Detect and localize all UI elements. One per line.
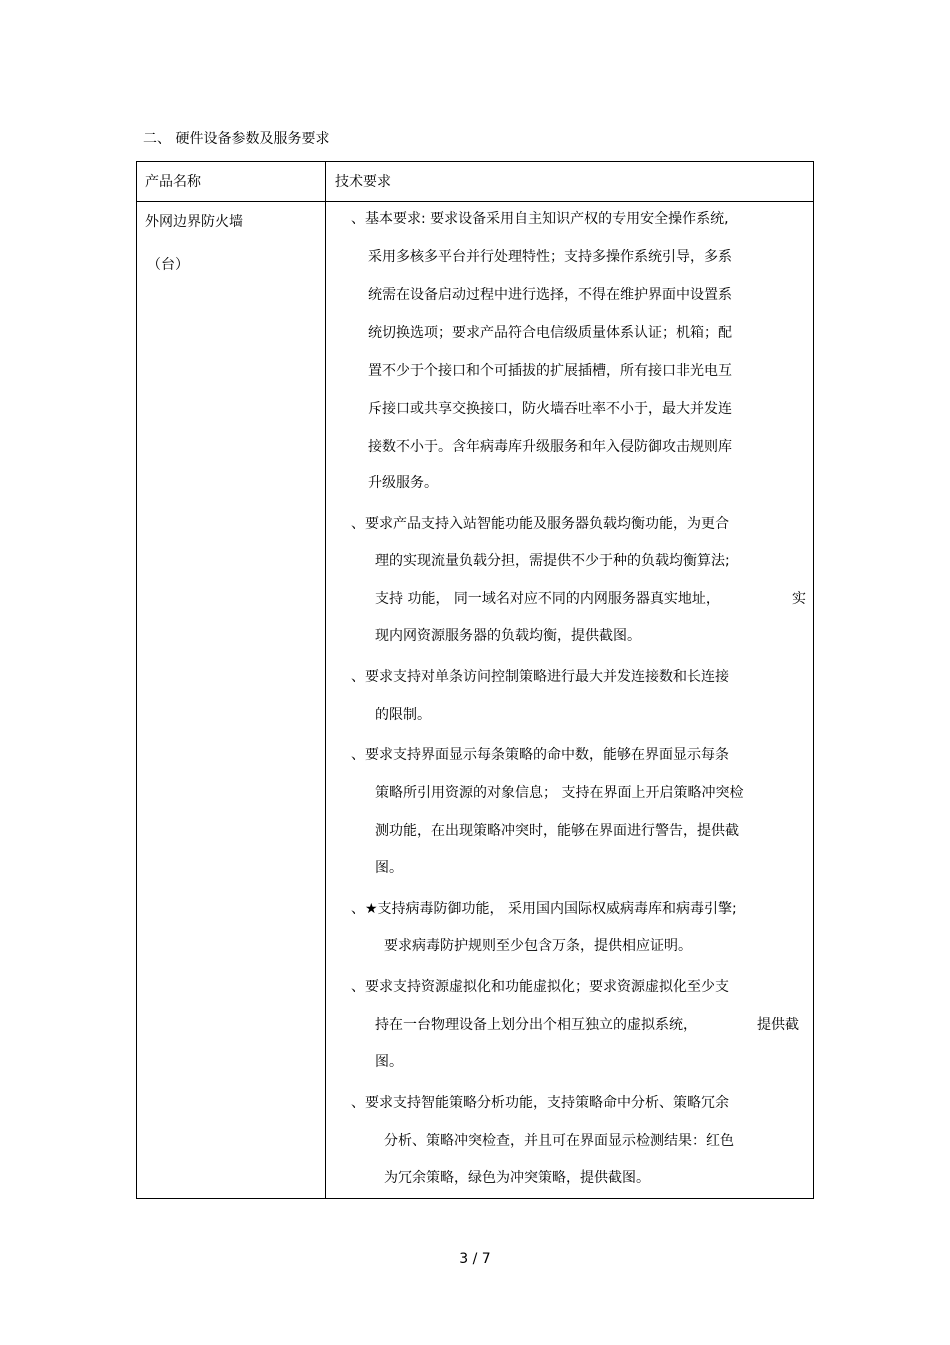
- requirement-line: 统切换选项；要求产品符合电信级质量体系认证；机箱；配: [368, 325, 732, 341]
- requirement-line: 理的实现流量负载分担，需提供不少于种的负载均衡算法;: [375, 553, 730, 569]
- requirement-line: 分析、策略冲突检查，并且可在界面显示检测结果：红色: [384, 1133, 734, 1149]
- requirement-line: 、★支持病毒防御功能， 采用国内国际权威病毒库和病毒引擎;: [351, 901, 737, 917]
- requirement-line: 测功能，在出现策略冲突时，能够在界面进行警告，提供截: [375, 823, 739, 839]
- requirement-line: 接数不小于。含年病毒库升级服务和年入侵防御攻击规则库: [368, 439, 732, 455]
- section-heading: 二、 硬件设备参数及服务要求: [143, 131, 330, 147]
- requirement-line: 升级服务。: [368, 475, 438, 491]
- product-name: 外网边界防火墙: [145, 214, 243, 230]
- header-product-name: 产品名称: [145, 174, 201, 190]
- requirement-line: 斥接口或共享交换接口，防火墙吞吐率不小于，最大并发连: [368, 401, 732, 417]
- column-divider: [325, 162, 326, 1198]
- requirement-line: 要求病毒防护规则至少包含万条，提供相应证明。: [384, 938, 692, 954]
- requirement-line: 的限制。: [375, 707, 431, 723]
- requirement-line-tail: 实: [792, 591, 806, 607]
- requirement-line: 支持 功能， 同一域名对应不同的内网服务器真实地址，: [375, 591, 720, 607]
- requirement-line: 策略所引用资源的对象信息； 支持在界面上开启策略冲突检: [375, 785, 744, 801]
- requirement-line: 统需在设备启动过程中进行选择，不得在维护界面中设置系: [368, 287, 732, 303]
- requirement-line: 置不少于个接口和个可插拔的扩展插槽，所有接口非光电互: [368, 363, 732, 379]
- header-tech-requirements: 技术要求: [335, 174, 391, 190]
- requirement-line: 图。: [375, 860, 403, 876]
- requirement-line: 采用多核多平台并行处理特性；支持多操作系统引导，多系: [368, 249, 732, 265]
- requirement-line: 、要求支持对单条访问控制策略进行最大并发连接数和长连接: [351, 669, 729, 685]
- requirements-table: [136, 161, 814, 1199]
- requirement-line-tail: 提供截: [757, 1017, 799, 1033]
- requirement-line: 、要求支持智能策略分析功能，支持策略命中分析、策略冗余: [351, 1095, 729, 1111]
- page-number: 3 / 7: [459, 1251, 491, 1267]
- requirement-line: 为冗余策略，绿色为冲突策略，提供截图。: [384, 1170, 650, 1186]
- requirement-line: 、基本要求: 要求设备采用自主知识产权的专用安全操作系统,: [351, 211, 729, 227]
- requirement-line: 、要求支持资源虚拟化和功能虚拟化；要求资源虚拟化至少支: [351, 979, 729, 995]
- header-divider: [137, 201, 813, 202]
- product-unit: （台）: [147, 257, 189, 273]
- requirement-line: 、要求产品支持入站智能功能及服务器负载均衡功能，为更合: [351, 516, 729, 532]
- requirement-line: 、要求支持界面显示每条策略的命中数，能够在界面显示每条: [351, 747, 729, 763]
- requirement-line: 持在一台物理设备上划分出个相互独立的虚拟系统，: [375, 1017, 697, 1033]
- requirement-line: 现内网资源服务器的负载均衡，提供截图。: [375, 628, 641, 644]
- requirement-line: 图。: [375, 1054, 403, 1070]
